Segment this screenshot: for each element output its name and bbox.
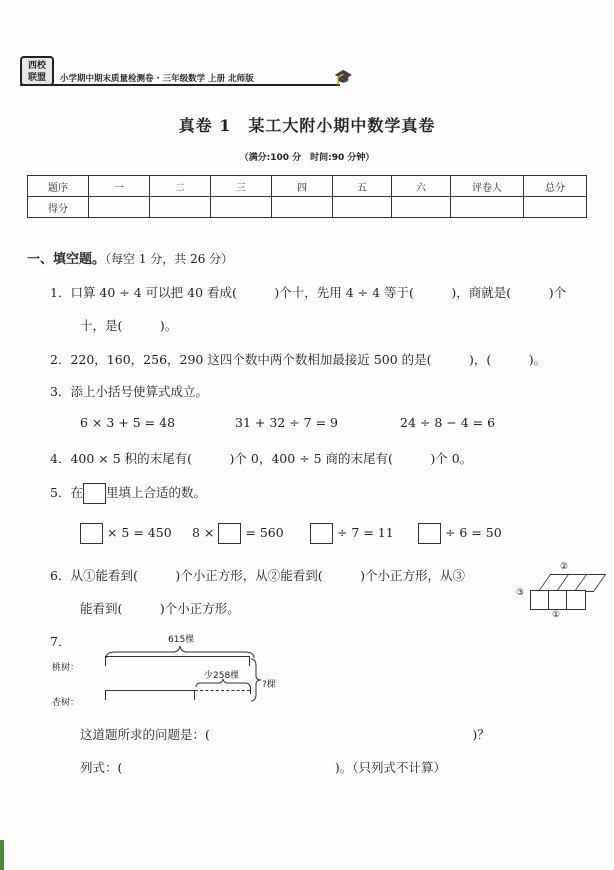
table-cell: 题序 <box>28 176 89 197</box>
score-input-cell[interactable] <box>89 197 150 218</box>
answer-box[interactable] <box>80 523 103 544</box>
table-cell: 二 <box>150 176 211 197</box>
table-cell: 五 <box>333 176 392 197</box>
score-input-cell[interactable] <box>524 197 587 218</box>
view-label-3: ③ <box>516 588 525 598</box>
cube-front-face <box>530 590 550 610</box>
score-input-cell[interactable] <box>333 197 392 218</box>
view-label-2: ② <box>560 562 569 572</box>
question-3: 3．添上小括号使算式成立。 <box>50 384 208 399</box>
table-cell: 评卷人 <box>451 176 524 197</box>
question-7-formula: 列式：( )。（只列式不计算） <box>80 760 447 775</box>
question-7-number: 7． <box>50 634 71 649</box>
series-title: 小学期中期末质量检测卷 · 三年级数学 上册 北师版 <box>60 74 254 84</box>
question-6-line-2: 能看到( )个小正方形。 <box>80 601 240 616</box>
table-cell: 总分 <box>524 176 587 197</box>
publisher-badge <box>20 56 54 86</box>
question-3-expr-c: 24 ÷ 8 − 4 = 6 <box>400 415 496 430</box>
table-cell: 六 <box>392 176 451 197</box>
question-6-line-1: 6．从①能看到( )个小正方形，从②能看到( )个小正方形，从③ <box>50 568 465 583</box>
question-4: 4．400 × 5 积的末尾有( )个 0，400 ÷ 5 商的末尾有( )个 0。 <box>50 451 473 466</box>
question-5-expr-b <box>192 523 284 544</box>
score-input-cell[interactable] <box>211 197 272 218</box>
section-title: 一、填空题。 <box>27 252 106 267</box>
apricot-bar <box>105 690 195 700</box>
score-input-cell[interactable] <box>451 197 524 218</box>
expr-text: = 560 <box>245 525 284 540</box>
peach-bar <box>105 656 250 666</box>
score-table-score-row <box>28 197 587 218</box>
question-5-suffix: 里填上合适的数。 <box>105 485 206 500</box>
expr-text: 8 × <box>192 525 215 540</box>
section-heading <box>27 248 233 267</box>
page-edge-mark <box>0 840 4 870</box>
score-table <box>27 175 587 218</box>
question-1-line-2: 十，是( )。 <box>80 318 178 333</box>
question-5-expr-a <box>80 523 172 544</box>
view-label-1: ① <box>552 610 561 620</box>
question-5-prefix: 5．在 <box>50 485 83 500</box>
exam-info: （满分:100 分 时间:90 分钟） <box>239 153 375 163</box>
question-1-line-1: 1．口算 40 ÷ 4 可以把 40 看成( )个十，先用 4 ÷ 4 等于( )，商就是( )个 <box>50 285 567 300</box>
score-input-cell[interactable] <box>150 197 211 218</box>
badge-line-1: 西校 <box>27 61 46 71</box>
difference-segment <box>195 690 250 691</box>
cube-front-face <box>566 590 586 610</box>
row-label-peach: 桃树： <box>52 663 80 673</box>
total-label: 615棵 <box>168 635 195 645</box>
question-5-expr-c <box>310 523 394 544</box>
question-2: 2．220，160，256，290 这四个数中两个数相加最接近 500 的是( )，( )。 <box>50 352 547 367</box>
graduation-cap-icon: 🎓 <box>334 68 353 86</box>
question-5-expr-d <box>418 523 502 544</box>
answer-box[interactable] <box>418 523 441 544</box>
table-cell: 三 <box>211 176 272 197</box>
expr-text: ÷ 7 = 11 <box>336 525 394 540</box>
cube-figure <box>516 562 606 622</box>
answer-box[interactable] <box>310 523 333 544</box>
table-cell: 四 <box>272 176 333 197</box>
score-input-cell[interactable] <box>272 197 333 218</box>
row-label-apricot: 杏树： <box>52 698 80 708</box>
cube-front-face <box>548 590 568 610</box>
badge-line-2: 联盟 <box>27 73 46 83</box>
question-5 <box>50 483 206 504</box>
unknown-brace <box>250 658 262 702</box>
header-rule <box>20 84 340 86</box>
expr-text: × 5 = 450 <box>106 525 172 540</box>
difference-label: 少258棵 <box>204 671 240 681</box>
answer-box[interactable] <box>218 523 241 544</box>
question-3-expr-b: 31 + 32 ÷ 7 = 9 <box>235 415 338 430</box>
page-title: 真卷 1 某工大附小期中数学真卷 <box>178 116 436 135</box>
table-cell: 得分 <box>28 197 89 218</box>
question-7-ask: 这道题所求的问题是：( )？ <box>80 727 490 742</box>
score-table-header-row <box>28 176 587 197</box>
table-cell: 一 <box>89 176 150 197</box>
score-input-cell[interactable] <box>392 197 451 218</box>
answer-box[interactable] <box>83 483 106 504</box>
question-3-expr-a: 6 × 3 + 5 = 48 <box>80 415 176 430</box>
section-note: （每空 1 分，共 26 分） <box>105 252 234 266</box>
unknown-label: ?棵 <box>262 680 276 690</box>
expr-text: ÷ 6 = 50 <box>444 525 502 540</box>
